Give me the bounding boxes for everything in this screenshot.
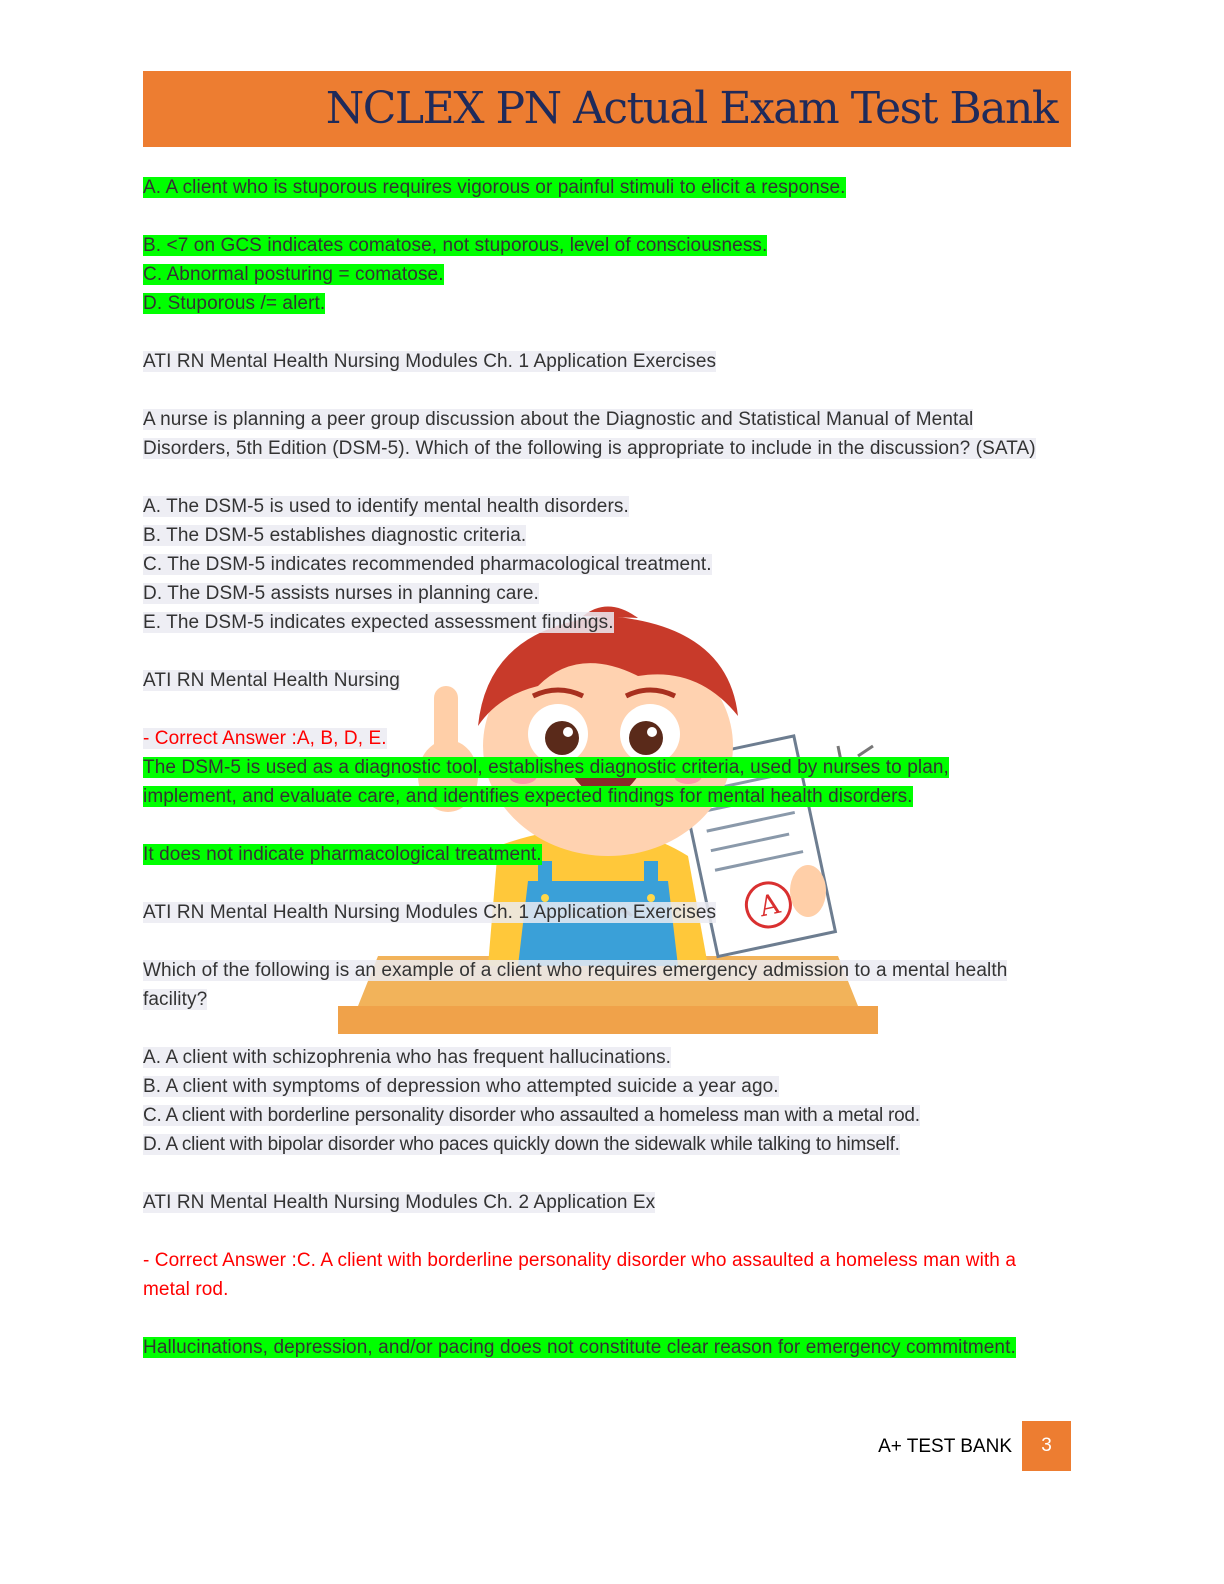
answer-option: A. A client with schizophrenia who has frequent hallucinations. xyxy=(143,1047,672,1068)
rationale-text: The DSM-5 is used as a diagnostic tool, establishes diagnostic criteria, used by nurses to plan, implement, and evaluate care, and identifies expected findings for mental health disorders. xyxy=(143,757,949,807)
rationale-line: D. Stuporous /= alert. xyxy=(143,293,326,314)
correct-answer: - Correct Answer :C. A client with borderline personality disorder who assaulted a homeless man with a metal rod. xyxy=(143,1250,1016,1300)
rationale-line: C. Abnormal posturing = comatose. xyxy=(143,264,444,285)
answer-option: E. The DSM-5 indicates expected assessment findings. xyxy=(143,612,614,633)
answer-option: D. A client with bipolar disorder who paces quickly down the sidewalk while talking to himself. xyxy=(143,1134,900,1155)
paper-grade-text: A xyxy=(756,886,783,924)
answer-option: C. A client with borderline personality disorder who assaulted a homeless man with a metal rod. xyxy=(143,1105,920,1126)
answer-option: B. A client with symptoms of depression who attempted suicide a year ago. xyxy=(143,1076,779,1097)
page-title: NCLEX PN Actual Exam Test Bank xyxy=(325,83,1057,134)
page-content xyxy=(143,173,1073,1362)
rationale-text: It does not indicate pharmacological treatment. xyxy=(143,844,542,865)
answer-option: B. The DSM-5 establishes diagnostic criteria. xyxy=(143,525,527,546)
question-text: A nurse is planning a peer group discussion about the Diagnostic and Statistical Manual of Mental Disorders, 5th Edition (DSM-5). Which of the following is appropriate to include in the discussion? (SATA) xyxy=(143,409,1036,459)
answer-option: C. The DSM-5 indicates recommended pharmacological treatment. xyxy=(143,554,712,575)
rationale-line: A. A client who is stuporous requires vigorous or painful stimuli to elicit a response. xyxy=(143,177,846,198)
answer-option: A. The DSM-5 is used to identify mental health disorders. xyxy=(143,496,629,517)
question-source: ATI RN Mental Health Nursing Modules Ch. 1 Application Exercises xyxy=(143,902,717,923)
question-source: ATI RN Mental Health Nursing Modules Ch. 1 Application Exercises xyxy=(143,351,717,372)
footer-label: A+ TEST BANK xyxy=(878,1436,1012,1457)
question-source: ATI RN Mental Health Nursing Modules Ch. 2 Application Ex xyxy=(143,1192,656,1213)
header-banner xyxy=(143,71,1071,147)
question-text: Which of the following is an example of a client who requires emergency admission to a mental health facility? xyxy=(143,960,1008,1010)
page-number: 3 xyxy=(1022,1421,1071,1471)
question-source: ATI RN Mental Health Nursing xyxy=(143,670,400,691)
rationale-text: Hallucinations, depression, and/or pacing does not constitute clear reason for emergency commitment. xyxy=(143,1337,1016,1358)
answer-option: D. The DSM-5 assists nurses in planning care. xyxy=(143,583,539,604)
correct-answer: - Correct Answer :A, B, D, E. xyxy=(143,728,387,749)
rationale-line: B. <7 on GCS indicates comatose, not stuporous, level of consciousness. xyxy=(143,235,768,256)
